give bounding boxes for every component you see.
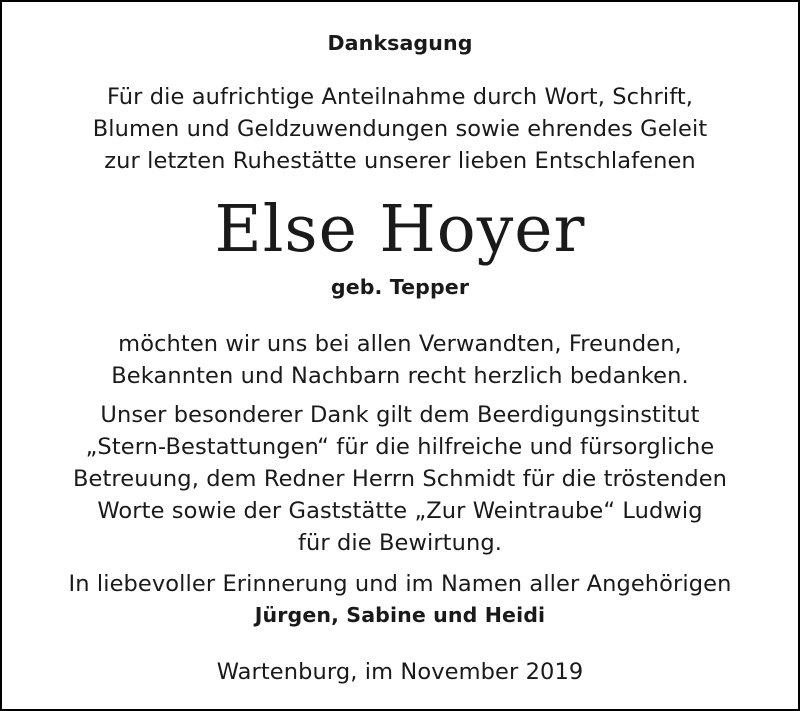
special-thanks-line-2: „Stern-Bestattungen“ für die hilfreiche und fürsorgliche — [85, 434, 715, 460]
closing-line: In liebevoller Erinnerung und im Namen aller Angehörigen — [68, 571, 732, 597]
signers: Jürgen, Sabine und Heidi — [254, 603, 546, 627]
deceased-name: Else Hoyer — [214, 192, 586, 267]
special-thanks-line-5: für die Bewirtung. — [297, 530, 502, 556]
maiden-name: geb. Tepper — [330, 275, 470, 299]
special-thanks-line-4: Worte sowie der Gaststätte „Zur Weintraube“ Ludwig — [97, 498, 703, 524]
special-thanks-line-3: Betreuung, dem Redner Herrn Schmidt für die tröstenden — [72, 466, 728, 492]
intro-line-1: Für die aufrichtige Anteilnahme durch Wort, Schrift, — [106, 84, 694, 110]
intro-line-2: Blumen und Geldzuwendungen sowie ehrendes Geleit — [92, 116, 708, 142]
notice-heading: Danksagung — [327, 31, 473, 55]
place-date: Wartenburg, im November 2019 — [216, 659, 584, 685]
special-thanks-line-1: Unser besonderer Dank gilt dem Beerdigungsinstitut — [100, 402, 700, 428]
thanks-line-1: möchten wir uns bei allen Verwandten, Freunden, — [118, 331, 682, 357]
intro-line-3: zur letzten Ruhestätte unserer lieben Entschlafenen — [104, 148, 696, 174]
thanks-line-2: Bekannten und Nachbarn recht herzlich bedanken. — [111, 363, 689, 389]
